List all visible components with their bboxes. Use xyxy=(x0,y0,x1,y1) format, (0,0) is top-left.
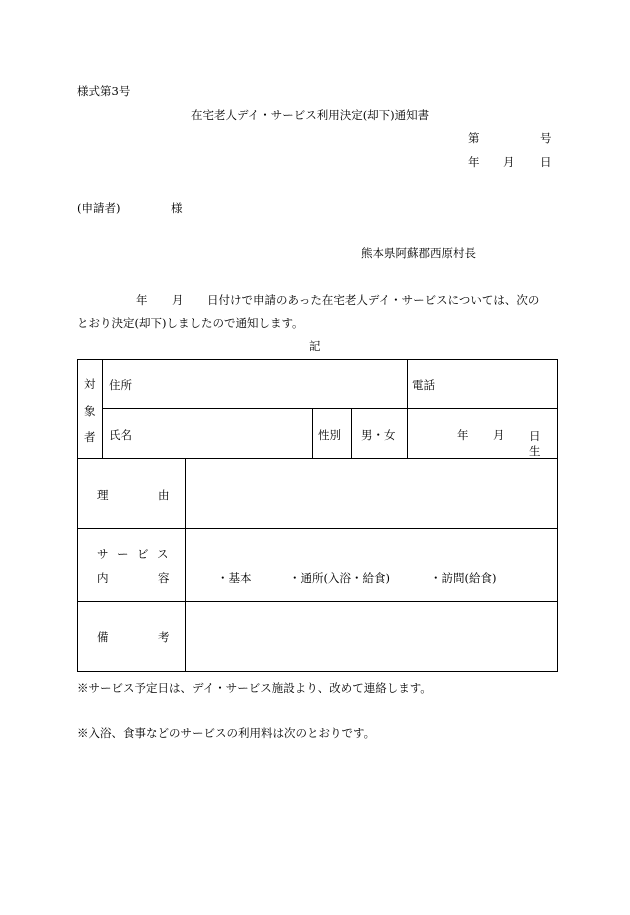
col-divider-gender-label xyxy=(312,408,313,458)
reason-label-char-2: 由 xyxy=(158,488,170,502)
remarks-label-char-2: 考 xyxy=(158,630,170,644)
remarks-label-char-1: 備 xyxy=(97,630,109,644)
body-line2: とおり決定(却下)しましたので通知します。 xyxy=(77,316,304,330)
reason-label-char-1: 理 xyxy=(97,488,109,502)
birth-month: 月 xyxy=(493,428,505,442)
col-divider-phone xyxy=(407,359,408,458)
service-label-char-4: ス xyxy=(157,547,169,561)
number-suffix: 号 xyxy=(540,131,552,145)
ki-heading: 記 xyxy=(309,339,321,353)
content-label-char-2: 容 xyxy=(158,571,170,585)
body-month: 月 xyxy=(172,293,184,307)
address-label: 住所 xyxy=(109,378,132,392)
form-number: 様式第3号 xyxy=(77,84,131,98)
service-option-basic: ・基本 xyxy=(217,571,252,585)
service-option-visit: ・訪問(給食) xyxy=(430,571,497,585)
content-label-char-1: 内 xyxy=(97,571,109,585)
document-title: 在宅老人デイ・サービス利用決定(却下)通知書 xyxy=(191,108,430,122)
col-divider-subject xyxy=(102,359,103,458)
service-label-char-1: サ xyxy=(97,547,109,561)
body-line1: 日付けで申請のあった在宅老人デイ・サービスについては、次の xyxy=(207,293,540,307)
issuer-name: 熊本県阿蘇郡西原村長 xyxy=(361,246,476,260)
service-option-daycare: ・通所(入浴・給食) xyxy=(289,571,390,585)
note-fees: ※入浴、食事などのサービスの利用料は次のとおりです。 xyxy=(77,726,376,740)
col-divider-lower xyxy=(185,458,186,672)
number-prefix: 第 xyxy=(468,131,480,145)
name-label: 氏名 xyxy=(109,428,132,442)
service-label-char-2: ー xyxy=(117,547,129,561)
row-divider-4 xyxy=(77,601,558,602)
table-border xyxy=(77,359,558,672)
subject-char-2: 象 xyxy=(84,404,96,418)
col-divider-gender-value xyxy=(351,408,352,458)
note-schedule: ※サービス予定日は、デイ・サービス施設より、改めて連絡します。 xyxy=(77,681,432,695)
service-label-char-3: ビ xyxy=(137,547,149,561)
row-divider-3 xyxy=(77,528,558,529)
date-year: 年 xyxy=(468,155,480,169)
applicant-label: (申請者) xyxy=(77,201,121,215)
date-month: 月 xyxy=(503,155,515,169)
row-divider-2 xyxy=(77,458,558,459)
body-year: 年 xyxy=(136,293,148,307)
subject-char-1: 対 xyxy=(84,377,96,391)
date-day: 日 xyxy=(540,155,552,169)
birth-born: 生 xyxy=(529,444,541,458)
birth-day: 日 xyxy=(529,429,541,443)
applicant-honorific: 様 xyxy=(171,201,183,215)
phone-label: 電話 xyxy=(412,378,435,392)
gender-label: 性別 xyxy=(318,428,341,442)
gender-value: 男・女 xyxy=(361,428,396,442)
subject-char-3: 者 xyxy=(84,430,96,444)
row-divider-1 xyxy=(102,408,558,409)
birth-year: 年 xyxy=(457,428,469,442)
